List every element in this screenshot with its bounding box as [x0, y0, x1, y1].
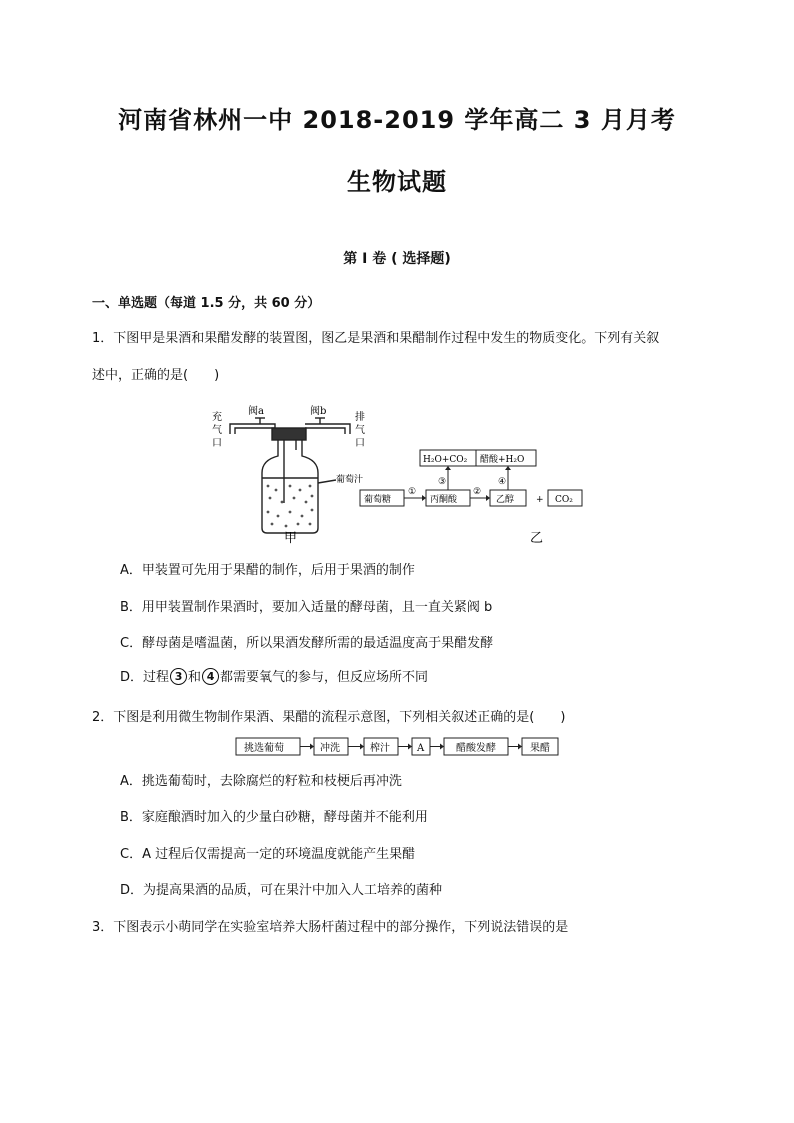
- flow-step-select: 挑选葡萄: [244, 743, 284, 754]
- section-heading: 第 I 卷 ( 选择题): [343, 251, 451, 267]
- inlet-label-1: 充: [212, 412, 222, 423]
- figure-label-yi: 乙: [530, 531, 544, 546]
- co2-box: CO₂: [555, 495, 573, 505]
- valve-b-label: 阀b: [310, 406, 327, 417]
- part-heading: 一、单选题（每道 1.5 分，共 60 分）: [92, 296, 321, 311]
- juice-label: 葡萄汁: [336, 475, 364, 485]
- glucose-box: 葡萄糖: [364, 495, 392, 505]
- inlet-label-3: 口: [212, 438, 222, 449]
- q2-stem: 2．下图是利用微生物制作果酒、果醋的流程示意图，下列相关叙述正确的是( ): [92, 710, 566, 725]
- q3-stem: 3．下图表示小萌同学在实验室培养大肠杆菌过程中的部分操作，下列说法错误的是: [92, 920, 569, 935]
- document-title: 河南省林州一中 2018-2019 学年高二 3 月月考: [118, 106, 676, 134]
- q2-option-d: D．为提高果酒的品质，可在果汁中加入人工培养的菌种: [120, 883, 443, 898]
- outlet-label-3: 口: [355, 438, 365, 449]
- figure-label-jia: 甲: [284, 531, 298, 546]
- flow-step-vinegar: 果醋: [530, 743, 550, 754]
- plus-sign: +: [536, 495, 544, 505]
- q2-option-c: C．A 过程后仅需提高一定的环境温度就能产生果醋: [120, 847, 416, 862]
- outlet-label-2: 气: [355, 425, 365, 436]
- q1-option-d-and: 和: [188, 670, 202, 685]
- inlet-label-2: 气: [212, 425, 222, 436]
- circled-3: 3: [170, 668, 187, 685]
- flow-step-a: A: [417, 743, 425, 754]
- outlet-label-1: 排: [355, 412, 365, 423]
- flow-step-juice: 榨汁: [370, 743, 390, 754]
- document-subtitle: 生物试题: [347, 168, 447, 196]
- acetic-acid-box: 醋酸+H₂O: [480, 455, 525, 465]
- q1-stem-line1: 1．下图甲是果酒和果醋发酵的装置图，图乙是果酒和果醋制作过程中发生的物质变化。下列有关叙: [92, 331, 660, 346]
- q1-option-c: C．酵母菌是嗜温菌，所以果酒发酵所需的最适温度高于果醋发酵: [120, 636, 494, 651]
- circled-4: 4: [202, 668, 219, 685]
- h2o-co2-box: H₂O+CO₂: [423, 455, 468, 465]
- q1-option-d: [120, 666, 428, 685]
- step-2-label: ②: [473, 487, 482, 497]
- pyruvate-box: 丙酮酸: [430, 495, 458, 505]
- q1-option-d-suffix: 都需要氧气的参与，但反应场所不同: [220, 670, 429, 685]
- q2-option-b: B．家庭酿酒时加入的少量白砂糖，酵母菌并不能利用: [120, 810, 428, 825]
- q1-stem-line2: 述中，正确的是( ): [92, 368, 220, 383]
- flow-step-rinse: 冲洗: [320, 743, 340, 754]
- q1-option-d-prefix: D．过程: [120, 670, 170, 685]
- ethanol-box: 乙醇: [496, 495, 515, 505]
- q1-option-b: B．用甲装置制作果酒时，要加入适量的酵母菌，且一直关紧阀 b: [120, 600, 493, 615]
- valve-a-label: 阀a: [248, 406, 264, 417]
- step-4-label: ④: [498, 477, 507, 487]
- q1-figure: [200, 398, 600, 546]
- step-1-label: ①: [408, 487, 417, 497]
- q2-option-a: A．挑选葡萄时，去除腐烂的籽粒和枝梗后再冲洗: [120, 774, 402, 789]
- q1-option-a: A．甲装置可先用于果醋的制作，后用于果酒的制作: [120, 563, 415, 578]
- flow-step-acetic-fermentation: 醋酸发酵: [456, 743, 496, 754]
- step-3-label: ③: [438, 477, 447, 487]
- q2-flowchart: [232, 736, 562, 758]
